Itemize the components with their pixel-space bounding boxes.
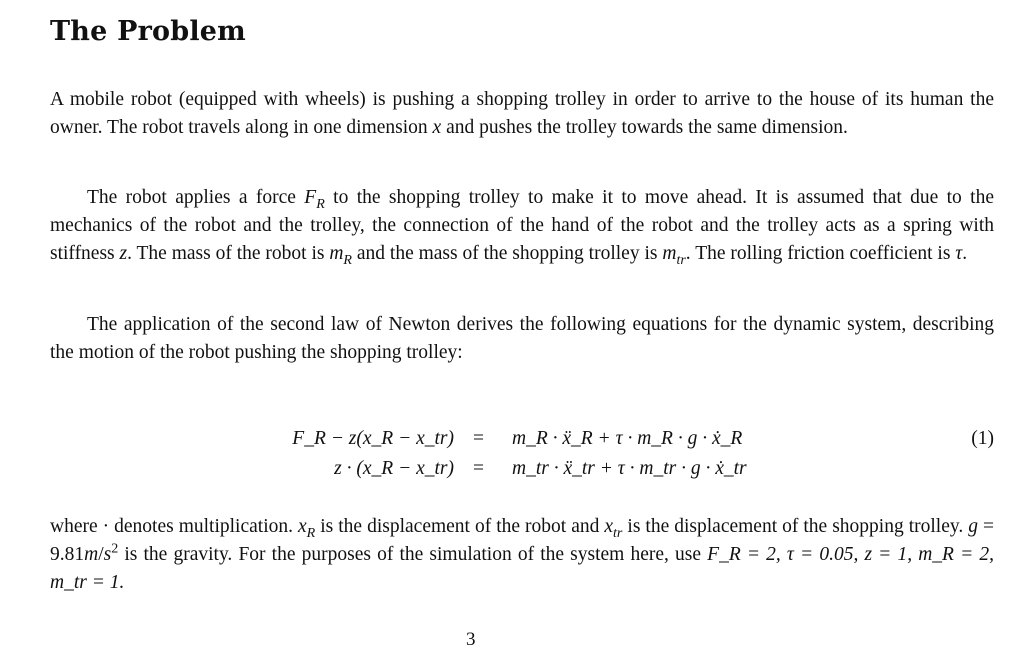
math-subscript-tr: tr xyxy=(613,524,623,541)
paragraph-newton-law: The application of the second law of Newton derives the following equations for the dynamic system, describing the motion of the robot pushing the shopping trolley: xyxy=(50,314,994,363)
text-run: . xyxy=(962,243,968,264)
simulation-parameters: F_R = 2, τ = 0.05, z = 1, m_R = 2, m_tr = 1. xyxy=(50,544,994,593)
math-variable-m: m xyxy=(329,243,344,264)
math-slash: / xyxy=(98,544,104,565)
math-variable-F: F xyxy=(304,187,317,208)
text-run: to the shopping trolley to make it to move ahead. It is assumed that due to the mechanics of the robot and the trolley, the connection of the hand of the robot and the trolley acts as a spring with stiffness xyxy=(50,187,995,264)
text-run: . The mass of the robot is xyxy=(127,243,330,264)
math-superscript-2: 2 xyxy=(111,540,119,557)
equation-1-rhs: m_R · ẍ_R + τ · m_R · g · ẋ_R xyxy=(512,428,743,449)
text-run: . The rolling friction coefficient is xyxy=(685,243,956,264)
math-subscript-R: R xyxy=(343,251,352,268)
equation-2-equals: = xyxy=(473,458,484,479)
math-variable-m: m xyxy=(84,544,99,565)
math-variable-g: g xyxy=(968,516,978,537)
document-page xyxy=(50,0,994,651)
equation-row-1 xyxy=(50,425,994,453)
equation-1-lhs: F_R − z(x_R − x_tr) xyxy=(292,428,454,449)
math-variable-x: x xyxy=(298,516,307,537)
text-run: is the displacement of the shopping trolley. xyxy=(622,516,969,537)
equation-1-equals: = xyxy=(473,428,484,449)
math-subscript-R: R xyxy=(306,524,316,541)
math-variable-x: x xyxy=(432,117,442,138)
page-number: 3 xyxy=(466,629,476,650)
math-variable-m: m xyxy=(662,243,677,264)
text-run: is the gravity. For the purposes of the simulation of the system here, use xyxy=(118,544,708,565)
paragraph-force-description xyxy=(50,184,994,268)
text-run: = 9.81 xyxy=(50,516,994,565)
math-variable-z: z xyxy=(119,243,128,264)
math-subscript-tr: tr xyxy=(676,251,686,268)
equation-2-lhs: z · (x_R − x_tr) xyxy=(334,458,454,479)
math-variable-x: x xyxy=(604,516,614,537)
equation-block xyxy=(50,425,994,495)
paragraph-intro xyxy=(50,86,994,142)
math-subscript-R: R xyxy=(316,195,325,212)
equation-number: (1) xyxy=(971,428,994,449)
section-title: The Problem xyxy=(50,16,246,47)
equation-row-2 xyxy=(50,455,994,483)
math-variable-tau: τ xyxy=(955,243,963,264)
text-run: where · denotes multiplication. xyxy=(50,516,298,537)
text-run: The robot applies a force xyxy=(87,187,305,208)
text-run: and the mass of the shopping trolley is xyxy=(352,243,663,264)
equation-2-rhs: m_tr · ẍ_tr + τ · m_tr · g · ẋ_tr xyxy=(512,458,747,479)
paragraph-definitions xyxy=(50,513,994,597)
math-variable-s: s xyxy=(103,544,112,565)
text-run: A mobile robot (equipped with wheels) is pushing a shopping trolley in order to arrive to the house of its human the owner. The robot travels along in one dimension xyxy=(50,89,994,138)
text-run: is the displacement of the robot and xyxy=(315,516,605,537)
text-run: and pushes the trolley towards the same dimension. xyxy=(441,117,848,138)
